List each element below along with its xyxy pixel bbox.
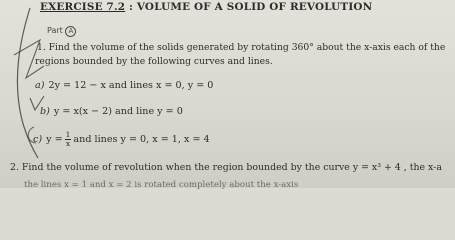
fraction-denominator: x xyxy=(65,139,71,148)
part-word: Part xyxy=(47,26,63,35)
item-text: y = x(x − 2) and line y = 0 xyxy=(53,106,183,117)
item-label: a) xyxy=(35,80,45,91)
item-text: 2y = 12 − x and lines x = 0, y = 0 xyxy=(48,80,214,91)
question-1b xyxy=(40,106,183,117)
equation-lhs: y = xyxy=(46,134,63,145)
fraction-numerator: 1 xyxy=(65,130,71,139)
item-label: b) xyxy=(40,106,50,117)
question-1c xyxy=(33,131,210,148)
exercise-number: EXERCISE 7.2 xyxy=(40,1,126,13)
part-label xyxy=(47,25,76,37)
question-2-continued: the lines x = 1 and x = 2 is rotated completely about the x-axis xyxy=(24,180,299,190)
question-1-line-2: regions bounded by the following curves and lines. xyxy=(35,56,273,67)
fraction xyxy=(65,131,72,148)
question-1a xyxy=(35,80,213,91)
part-letter: A xyxy=(65,26,76,37)
exercise-title xyxy=(40,2,372,13)
question-1-line-1: 1. Find the volume of the solids generated by rotating 360° about the x-axis each of the xyxy=(37,42,446,53)
item-text: and lines y = 0, x = 1, x = 4 xyxy=(73,134,210,145)
exercise-topic: : VOLUME OF A SOLID OF REVOLUTION xyxy=(125,1,373,13)
item-label: c) xyxy=(33,134,43,145)
question-2: 2. Find the volume of revolution when the region bounded by the curve y = x³ + 4 , the x-a xyxy=(10,162,442,173)
